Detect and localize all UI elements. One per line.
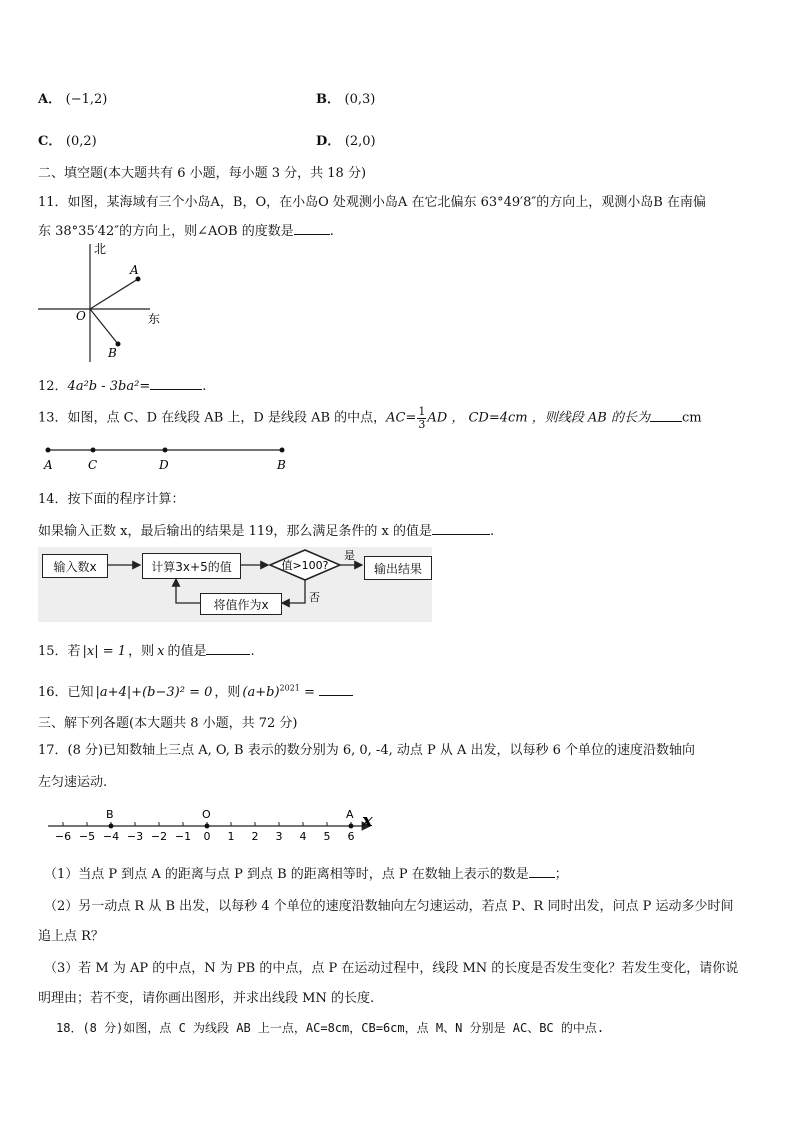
q15-text: 15．若 — [38, 644, 81, 659]
q17-part1 — [44, 863, 568, 882]
flow-yes-label: 是 — [344, 549, 355, 562]
option-a — [38, 88, 107, 107]
axis-tick-label: 6 — [347, 830, 355, 843]
label-o: O — [76, 309, 86, 323]
q17-part1-text: （1）当点 P 到点 A 的距离与点 P 到点 B 的距离相等时，点 P 在数轴上表示的数是 — [44, 867, 529, 882]
q13-segment-figure — [40, 444, 300, 474]
label-a: A — [130, 263, 139, 277]
ray-ob — [90, 309, 118, 344]
point-c — [91, 448, 96, 453]
q15 — [38, 640, 255, 659]
point-b — [109, 824, 114, 829]
q13-cd: CD=4cm ，则线段 AB 的长为 — [468, 410, 650, 426]
section-heading-solve: 三、解下列各题(本大题共 8 小题，共 72 分) — [38, 716, 298, 731]
option-c — [38, 130, 97, 149]
option-a-value: (−1,2) — [65, 92, 108, 107]
q12-expression: 4a²b - 3ba²= — [67, 379, 151, 394]
fraction-numerator: 1 — [418, 405, 426, 418]
axis-tick-label: −4 — [102, 830, 120, 843]
q11-answer-blank[interactable] — [294, 234, 330, 235]
axis-tick-label: −1 — [174, 830, 192, 843]
section-heading-fill-in: 二、填空题(本大题共有 6 小题，每小题 3 分，共 18 分) — [38, 166, 367, 181]
axis-tick-label: 3 — [275, 830, 283, 843]
q16-condition: |a+4|+(b−3)² = 0 — [95, 685, 213, 700]
axis-tick-label: −2 — [150, 830, 168, 843]
q11-line1: 11．如图，某海域有三个小岛A，B，O，在小岛O 处观测小岛A 在它北偏东 63°49′8″的方向上，观测小岛B 在南偏 — [38, 195, 706, 210]
q14-body-text: 如果输入正数 x，最后输出的结果是 119，那么满足条件的 x 的值是 — [38, 524, 433, 539]
flow-arrows — [38, 547, 432, 622]
option-b-value: (0,3) — [344, 92, 376, 107]
q15-tail: 的值是 — [167, 644, 207, 659]
ray-oa — [90, 279, 138, 309]
q13-answer-blank[interactable] — [650, 421, 682, 422]
arrow-loop-to-compute — [176, 579, 200, 603]
q13-text: 13．如图，点 C、D 在线段 AB 上，D 是线段 AB 的中点， — [38, 410, 387, 426]
axis-tick-label: −6 — [54, 830, 72, 843]
option-c-label: C． — [38, 134, 62, 149]
q13-ad: AD ， — [427, 410, 465, 426]
q14-answer-blank[interactable] — [432, 534, 490, 535]
q13 — [38, 406, 702, 430]
q12-answer-blank[interactable] — [150, 389, 202, 390]
q11-line2 — [38, 220, 334, 239]
axis-tick-label: 5 — [323, 830, 331, 843]
q18: 18．(8 分)如图，点 C 为线段 AB 上一点，AC=8cm，CB=6cm，点 M、N 分别是 AC、BC 的中点. — [56, 1021, 605, 1035]
axis-tick-label: 2 — [251, 830, 259, 843]
axis-tick-label: 1 — [227, 830, 235, 843]
q14-title: 14．按下面的程序计算： — [38, 492, 185, 507]
axis-x-label: x — [362, 810, 373, 831]
label-c: C — [88, 458, 98, 472]
q16-answer-blank[interactable] — [319, 695, 353, 696]
q17-number-line — [44, 804, 384, 844]
point-d — [163, 448, 168, 453]
q11-period: . — [329, 224, 334, 239]
q13-unit: cm — [681, 410, 702, 426]
q13-fraction — [417, 406, 426, 430]
option-c-value: (0,2) — [65, 134, 97, 149]
flow-output-box: 输出结果 — [364, 556, 432, 580]
q17-part3-line2: 明理由；若不变，请你画出图形，并求出线段 MN 的长度. — [38, 991, 375, 1006]
q15-period: . — [250, 644, 255, 659]
q11-text: 东 38°35′42″的方向上，则∠AOB 的度数是 — [38, 224, 294, 239]
q13-ac: AC= — [386, 410, 417, 426]
flow-compute-box: 计算3x+5的值 — [142, 553, 241, 579]
fraction-denominator: 3 — [418, 417, 426, 431]
axis-tick-label: 0 — [203, 830, 211, 843]
point-a — [136, 277, 141, 282]
q12-number: 12． — [38, 379, 68, 394]
q16-exponent: 2021 — [279, 683, 300, 693]
q16-equals: = — [299, 685, 320, 700]
point-a — [349, 824, 354, 829]
label-d: D — [159, 458, 169, 472]
q17-part2-line1: （2）另一动点 R 从 B 出发，以每秒 4 个单位的速度沿数轴向左匀速运动，若点 P、R 同时出发，问点 P 运动多少时间 — [44, 899, 734, 914]
q14-period: . — [490, 524, 495, 539]
flow-loop-box: 将值作为x — [200, 593, 282, 615]
point-b — [280, 448, 285, 453]
option-a-label: A． — [38, 92, 62, 107]
point-a — [46, 448, 51, 453]
q14-flowchart — [38, 547, 432, 622]
q17-part1-blank[interactable] — [529, 877, 555, 878]
q17-part2-line2: 追上点 R？ — [38, 929, 104, 944]
q15-mid: ，则 — [128, 644, 155, 659]
q12 — [38, 375, 206, 394]
label-b: B — [108, 346, 117, 360]
q17-part3-line1: （3）若 M 为 AP 的中点，N 为 PB 的中点，点 P 在运动过程中，线段 MN 的长度是否发生变化？若发生变化，请你说 — [44, 961, 739, 976]
option-d-value: (2,0) — [344, 134, 376, 149]
axis-tick-label: 4 — [299, 830, 307, 843]
q17-part1-end: ； — [554, 867, 568, 882]
q16-expression: (a+b) — [242, 685, 280, 700]
q17-line1: 17．(8 分)已知数轴上三点 A, O, B 表示的数分别为 6, 0, -4, 动点 P 从 A 出发，以每秒 6 个单位的速度沿数轴向 — [38, 743, 696, 758]
flow-check-label: 值>100? — [281, 559, 329, 572]
q12-period: . — [202, 379, 207, 394]
q11-compass-figure — [34, 240, 174, 368]
axis-tick-label: −3 — [126, 830, 144, 843]
label-o: O — [202, 808, 211, 821]
north-label: 北 — [94, 242, 107, 256]
q15-variable: x — [157, 644, 165, 659]
east-label: 东 — [148, 312, 161, 326]
point-o — [205, 824, 210, 829]
flow-no-label: 否 — [309, 591, 320, 604]
label-b: B — [277, 458, 286, 472]
axis-tick-label: −5 — [78, 830, 96, 843]
q16-mid: ，则 — [214, 685, 241, 700]
option-d — [316, 130, 376, 149]
arrow-check-to-loop — [282, 580, 305, 603]
q15-answer-blank[interactable] — [206, 654, 250, 655]
option-b-label: B． — [316, 92, 340, 107]
option-d-label: D． — [316, 134, 341, 149]
q16 — [38, 681, 353, 700]
label-a: A — [346, 808, 354, 821]
q16-text: 16．已知 — [38, 685, 94, 700]
q15-abs-equation: |x| = 1 — [82, 644, 127, 659]
q17-line2: 左匀速运动. — [38, 775, 108, 790]
label-a: A — [44, 458, 53, 472]
option-b — [316, 88, 375, 107]
flow-input-box: 输入数x — [42, 554, 108, 578]
q14-body — [38, 520, 494, 539]
label-b: B — [106, 808, 114, 821]
